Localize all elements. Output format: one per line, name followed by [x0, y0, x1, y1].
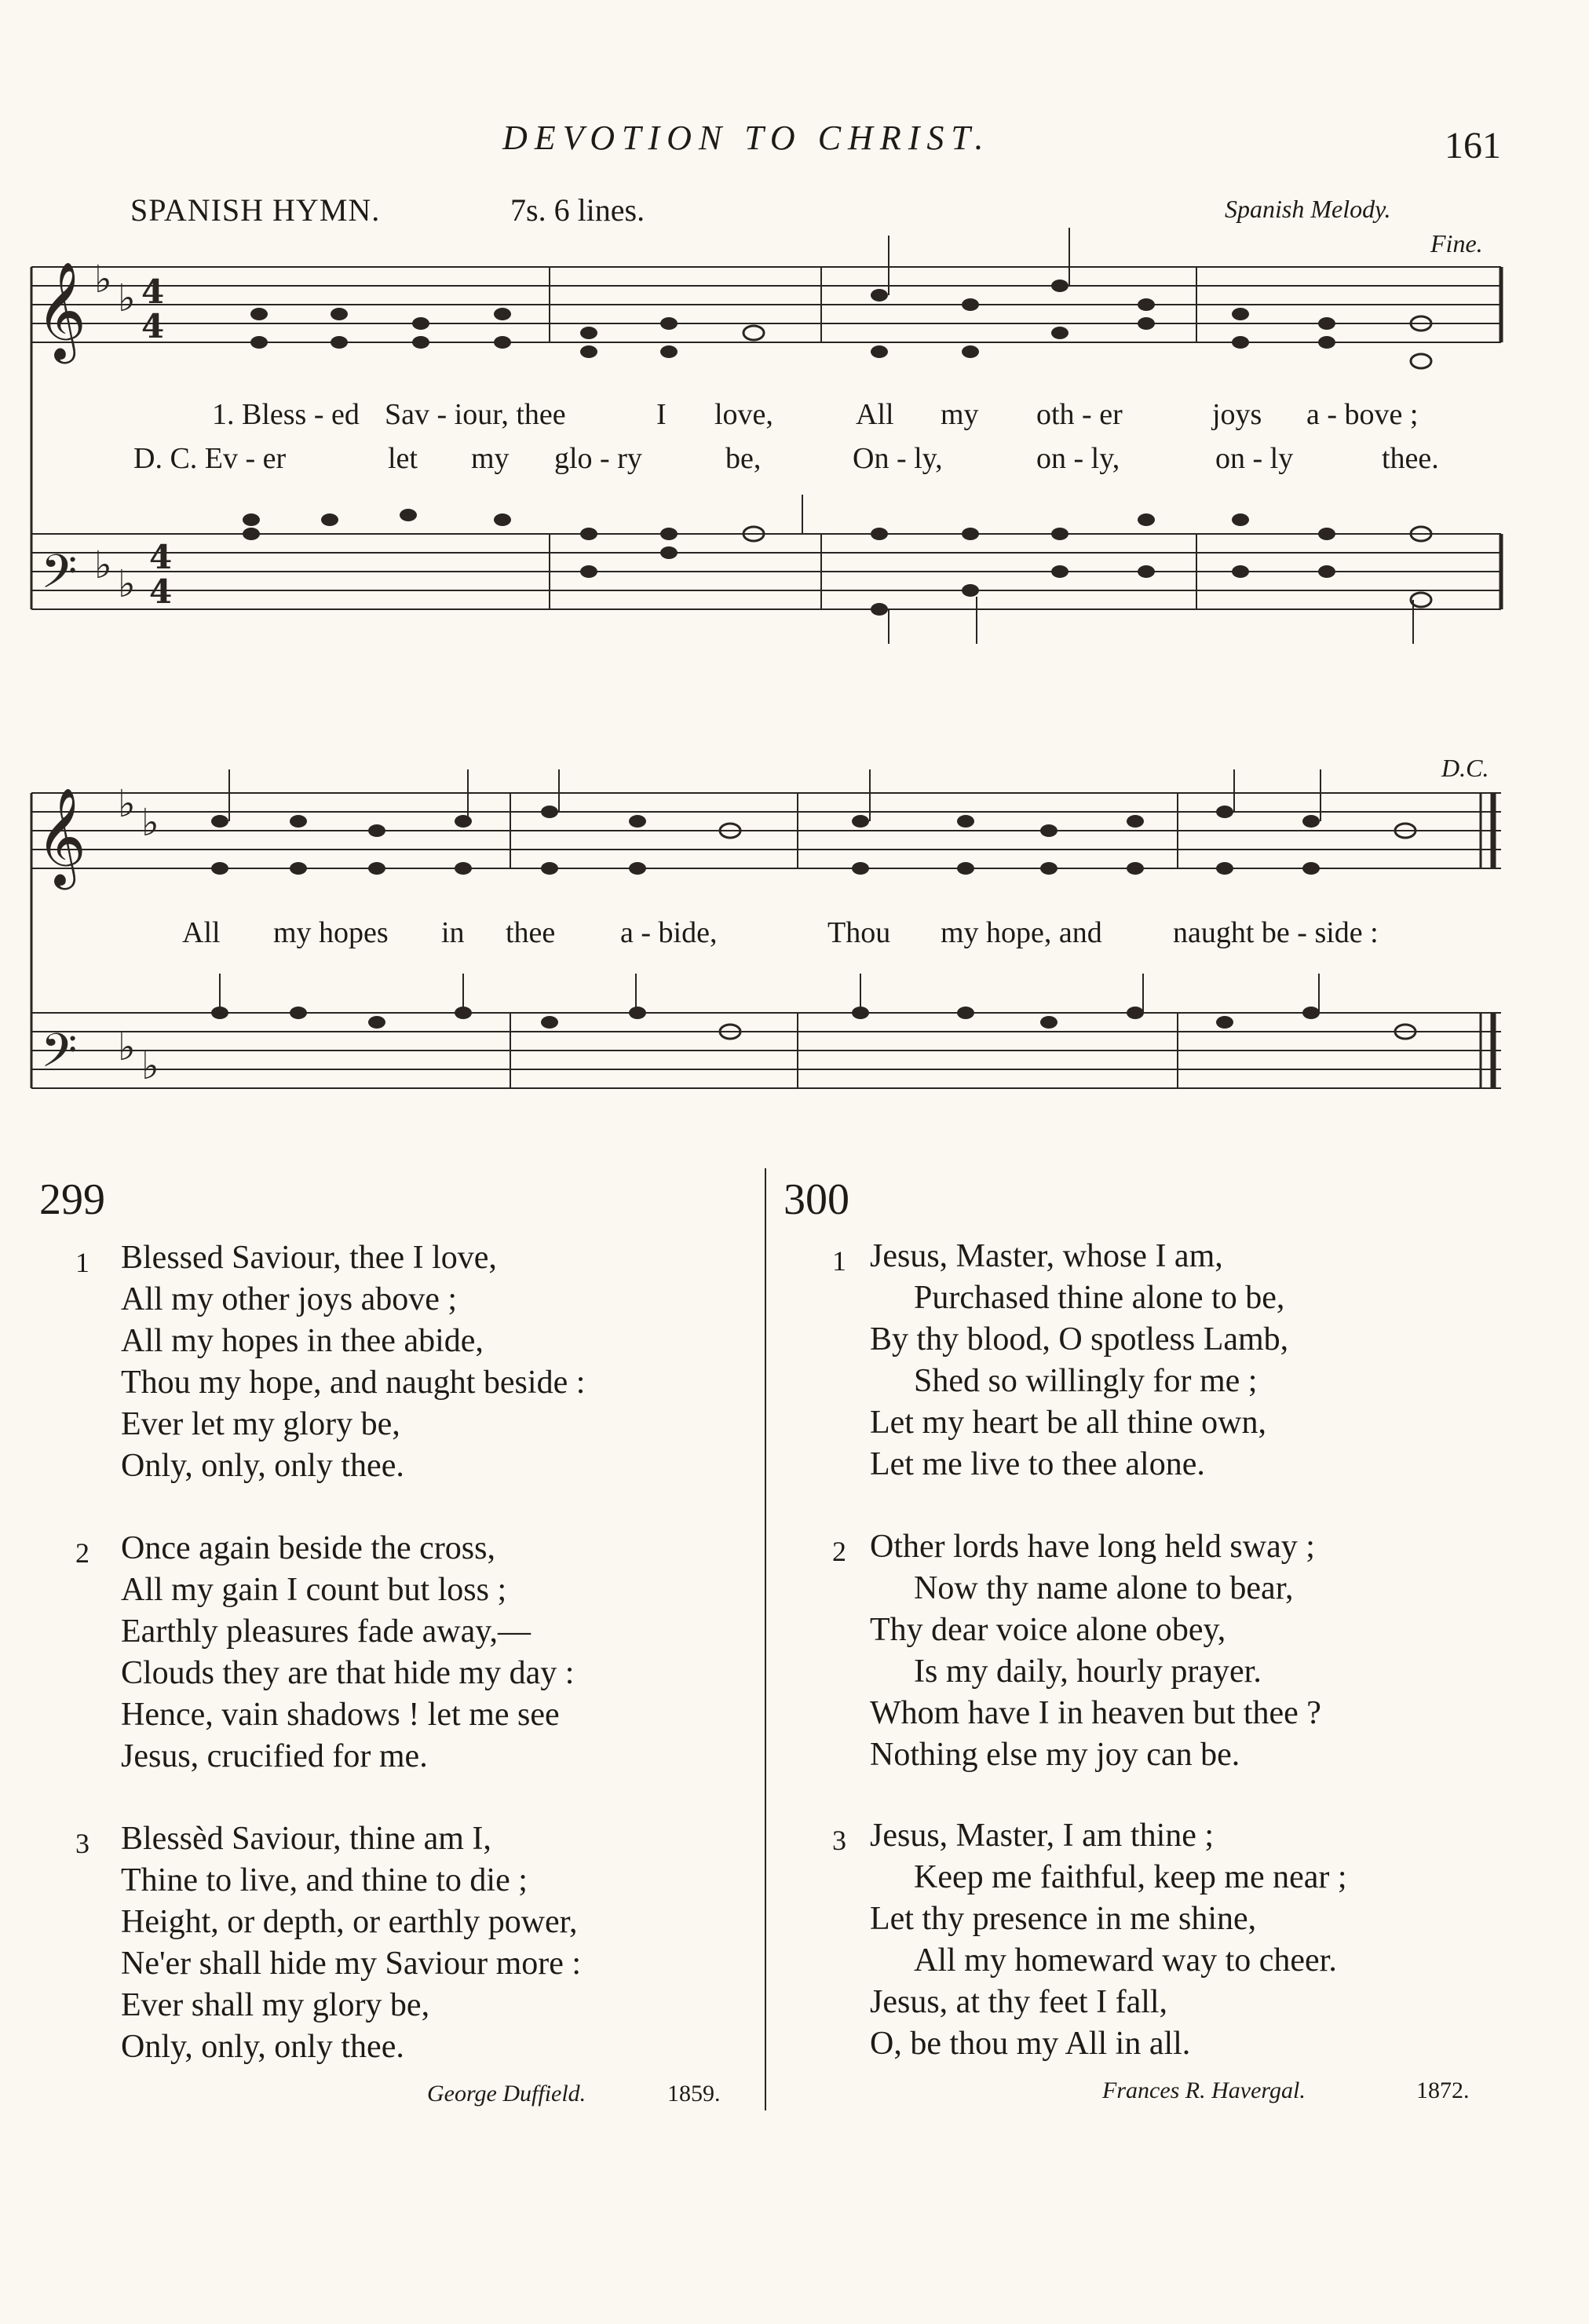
lyric-syllable: let [388, 442, 418, 475]
lyric-syllable: a - bove ; [1306, 398, 1419, 431]
verse-line: Nothing else my joy can be. [870, 1737, 1240, 1773]
lyric-syllable: I [656, 398, 667, 431]
verse-line: Keep me faithful, keep me near ; [914, 1859, 1347, 1895]
verse-line: Blessèd Saviour, thine am I, [121, 1821, 491, 1857]
tune-name: SPANISH HYMN. [130, 192, 381, 228]
svg-text:4: 4 [149, 572, 173, 611]
lyric-syllable: be, [725, 442, 762, 475]
verse-line: Jesus, Master, whose I am, [870, 1238, 1223, 1274]
verse-line: Earthly pleasures fade away,— [121, 1613, 531, 1650]
lyric-syllable: glo - ry [554, 442, 642, 475]
author-credit: Frances R. Havergal. [1102, 2077, 1306, 2103]
verse-line: All my hopes in thee abide, [121, 1323, 484, 1359]
verse-line: Whom have I in heaven but thee ? [870, 1695, 1321, 1731]
fine-mark: Fine. [1430, 229, 1483, 258]
lyric-syllable: thee [506, 916, 556, 949]
verse-line: All my other joys above ; [121, 1281, 458, 1317]
verse-300-1 [832, 1236, 1539, 1485]
verse-number: 3 [832, 1825, 846, 1856]
treble-staff-1 [31, 267, 1501, 342]
verse-line: Ever let my glory be, [121, 1406, 400, 1442]
lyric-syllable: naught be - side : [1173, 916, 1379, 949]
verse-line: Jesus, Master, I am thine ; [870, 1818, 1215, 1854]
flat-sign: ♭ [118, 276, 136, 320]
verse-line: Clouds they are that hide my day : [121, 1655, 575, 1691]
flat-sign: ♭ [118, 1025, 136, 1069]
dc-mark: D.C. [1441, 754, 1489, 782]
lyric-syllable: All [182, 916, 221, 949]
verse-line: Blessed Saviour, thee I love, [121, 1240, 497, 1276]
verse-line: All my homeward way to cheer. [914, 1942, 1337, 1979]
verse-line: All my gain I count but loss ; [121, 1572, 507, 1608]
lyric-syllable: on - ly, [1036, 442, 1120, 475]
verse-line: By thy blood, O spotless Lamb, [870, 1321, 1289, 1357]
bass-staff-1 [31, 534, 1501, 609]
svg-text:4: 4 [141, 272, 165, 311]
svg-text:4: 4 [149, 538, 173, 576]
treble-clef-icon: 𝄞 [36, 787, 86, 886]
lyric-syllable: Sav - iour, thee [385, 398, 566, 431]
verse-line: Let thy presence in me shine, [870, 1901, 1257, 1937]
verse-299-2 [75, 1528, 751, 1778]
flat-sign: ♭ [141, 801, 159, 845]
lyric-syllable: All [856, 398, 894, 431]
bass-clef-icon: 𝄢 [41, 1023, 78, 1089]
tune-source: Spanish Melody. [1225, 195, 1391, 223]
verse-line: Hence, vain shadows ! let me see [121, 1697, 560, 1733]
author-year: 1872. [1416, 2077, 1470, 2103]
flat-sign: ♭ [118, 562, 136, 606]
verse-line: Thy dear voice alone obey, [870, 1612, 1226, 1648]
verse-line: Thou my hope, and naught beside : [121, 1365, 586, 1401]
verse-line: Other lords have long held sway ; [870, 1529, 1315, 1565]
flat-sign: ♭ [94, 543, 112, 587]
verse-number: 1 [75, 1247, 89, 1278]
verse-line: O, be thou my All in all. [870, 2026, 1191, 2062]
author-credit: George Duffield. [427, 2081, 586, 2107]
verse-line: Let me live to thee alone. [870, 1446, 1205, 1482]
lyric-syllable: thee. [1382, 442, 1439, 475]
verse-line: Ne'er shall hide my Saviour more : [121, 1946, 582, 1982]
verse-299-1 [75, 1237, 751, 1487]
lyric-syllable: my [941, 398, 979, 431]
column-divider [765, 1168, 766, 2110]
lyric-syllable: 1. Bless - ed [212, 398, 360, 431]
verse-number: 2 [75, 1537, 89, 1569]
hymn-number: 300 [784, 1175, 849, 1224]
svg-text:4: 4 [141, 307, 165, 345]
flat-sign: ♭ [94, 258, 112, 301]
tune-meter: 7s. 6 lines. [510, 192, 645, 228]
verse-number: 2 [832, 1536, 846, 1567]
page-number: 161 [1445, 125, 1501, 166]
treble-staff-2 [31, 793, 1501, 868]
verse-line: Ever shall my glory be, [121, 1987, 430, 2023]
lyric-syllable: in [441, 916, 465, 949]
author-year: 1859. [667, 2081, 721, 2107]
running-title: DEVOTION TO CHRIST. [502, 119, 991, 157]
lyric-syllable: my hope, and [941, 916, 1102, 949]
verse-300-3 [832, 1815, 1539, 2065]
verse-line: Only, only, only thee. [121, 2029, 404, 2065]
hymn-number: 299 [39, 1175, 105, 1224]
verse-line: Jesus, at thy feet I fall, [870, 1984, 1168, 2020]
lyric-syllable: love, [714, 398, 773, 431]
lyric-syllable: my [471, 442, 510, 475]
verse-line: Purchased thine alone to be, [914, 1280, 1285, 1316]
verse-line: Once again beside the cross, [121, 1530, 495, 1566]
bass-clef-icon: 𝄢 [41, 544, 78, 610]
verse-line: Height, or depth, or earthly power, [121, 1904, 578, 1940]
lyric-syllable: on - ly [1215, 442, 1294, 475]
verse-300-2 [832, 1526, 1539, 1776]
verse-line: Shed so willingly for me ; [914, 1363, 1258, 1399]
verse-number: 1 [832, 1245, 846, 1277]
lyric-syllable: On - ly, [853, 442, 943, 475]
flat-sign: ♭ [118, 782, 136, 826]
lyric-syllable: D. C. Ev - er [133, 442, 287, 475]
treble-clef-icon: 𝄞 [36, 261, 86, 360]
verse-line: Jesus, crucified for me. [121, 1738, 428, 1774]
verse-line: Is my daily, hourly prayer. [914, 1653, 1262, 1690]
verse-line: Only, only, only thee. [121, 1448, 404, 1484]
lyric-syllable: joys [1212, 398, 1262, 431]
verse-299-3 [75, 1818, 751, 2068]
lyric-syllable: Thou [827, 916, 891, 949]
flat-sign: ♭ [141, 1044, 159, 1088]
verse-number: 3 [75, 1828, 89, 1859]
lyric-syllable: my hopes [273, 916, 389, 949]
lyric-syllable: a - bide, [620, 916, 718, 949]
verse-line: Now thy name alone to bear, [914, 1570, 1294, 1606]
lyric-syllable: oth - er [1036, 398, 1123, 431]
verse-line: Let my heart be all thine own, [870, 1405, 1267, 1441]
bass-staff-2 [31, 1013, 1501, 1088]
music-score [0, 0, 1589, 1131]
verse-line: Thine to live, and thine to die ; [121, 1862, 528, 1898]
